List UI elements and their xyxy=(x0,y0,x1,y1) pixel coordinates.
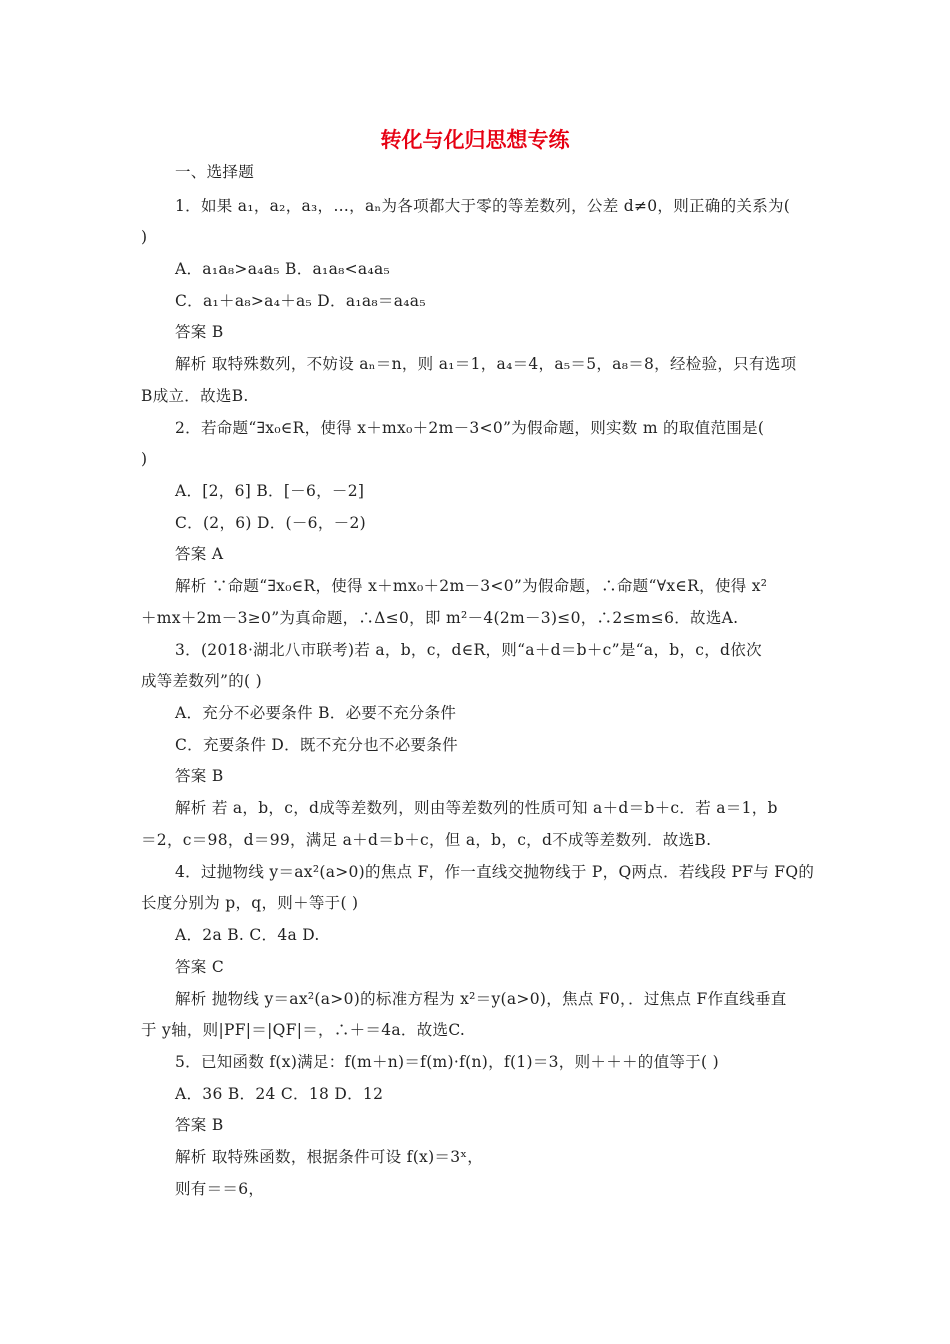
question-4-analysis: 解析 抛物线 y＝ax²(a>0)的标准方程为 x²＝y(a>0)，焦点 F0，．过焦点 F作直线垂直 xyxy=(175,990,787,1008)
question-1-analysis: 解析 取特殊数列，不妨设 aₙ＝n，则 a₁＝1，a₄＝4，a₅＝5，a₈＝8，经检验，只有选项 xyxy=(175,355,797,373)
question-3-analysis-cont: ＝2，c＝98，d＝99，满足 a＋d＝b＋c，但 a，b，c，d不成等差数列．故选B. xyxy=(141,831,712,849)
question-5-options: A．36 B．24 C．18 D．12 xyxy=(175,1085,384,1103)
question-5-stem: 5．已知函数 f(x)满足：f(m＋n)＝f(m)·f(n)，f(1)＝3，则＋＋＋的值等于( ) xyxy=(175,1053,719,1071)
question-1-analysis-cont: B成立．故选B. xyxy=(141,387,249,405)
question-2-options-cd: C．(2，6) D．(－6，－2) xyxy=(175,514,366,532)
question-5-analysis: 解析 取特殊函数，根据条件可设 f(x)＝3ˣ， xyxy=(175,1148,484,1166)
question-5-analysis-cont: 则有＝＝6， xyxy=(175,1180,265,1198)
question-1-stem: 1．如果 a₁，a₂，a₃，…，aₙ为各项都大于零的等差数列，公差 d≠0，则正确的关系为( xyxy=(175,197,791,215)
question-1-stem-cont: ) xyxy=(141,228,148,246)
question-3-answer: 答案 B xyxy=(175,767,224,785)
question-3-stem-cont: 成等差数列”的( ) xyxy=(141,672,262,690)
question-2-options-ab: A．[2，6] B．[－6，－2] xyxy=(175,482,365,500)
question-3-options-cd: C．充要条件 D．既不充分也不必要条件 xyxy=(175,736,458,754)
question-4-options: A．2a B. C．4a D. xyxy=(175,926,320,944)
question-1-options-ab: A．a₁a₈>a₄a₅ B．a₁a₈<a₄a₅ xyxy=(175,260,391,278)
question-2-stem: 2．若命题“∃x₀∈R，使得 x＋mx₀＋2m－3<0”为假命题，则实数 m 的取值范围是( xyxy=(175,419,765,437)
question-4-analysis-cont: 于 y轴，则|PF|＝|QF|＝，∴＋＝4a．故选C. xyxy=(141,1021,466,1039)
question-4-stem-cont: 长度分别为 p，q，则＋等于( ) xyxy=(141,894,359,912)
question-2-analysis-cont: ＋mx＋2m－3≥0”为真命题，∴Δ≤0，即 m²－4(2m－3)≤0，∴2≤m≤6．故选A. xyxy=(141,609,739,627)
question-5-answer: 答案 B xyxy=(175,1116,224,1134)
question-2-analysis: 解析 ∵命题“∃x₀∈R，使得 x＋mx₀＋2m－3<0”为假命题，∴命题“∀x∈R，使得 x² xyxy=(175,577,768,595)
question-2-answer: 答案 A xyxy=(175,545,224,563)
question-3-options-ab: A．充分不必要条件 B．必要不充分条件 xyxy=(175,704,457,722)
document-title: 转化与化归思想专练 xyxy=(380,128,570,152)
question-2-stem-cont: ) xyxy=(141,450,148,468)
question-4-stem: 4．过抛物线 y＝ax²(a>0)的焦点 F，作一直线交抛物线于 P，Q两点．若线段 PF与 FQ的 xyxy=(175,863,815,881)
question-3-stem: 3．(2018·湖北八市联考)若 a，b，c，d∈R，则“a＋d＝b＋c”是“a，b，c，d依次 xyxy=(175,641,762,659)
question-1-answer: 答案 B xyxy=(175,323,224,341)
question-1-options-cd: C．a₁＋a₈>a₄＋a₅ D．a₁a₈＝a₄a₅ xyxy=(175,292,426,310)
question-3-analysis: 解析 若 a，b，c，d成等差数列，则由等差数列的性质可知 a＋d＝b＋c．若 a＝1，b xyxy=(175,799,778,817)
section-heading: 一、选择题 xyxy=(175,163,255,181)
question-4-answer: 答案 C xyxy=(175,958,224,976)
